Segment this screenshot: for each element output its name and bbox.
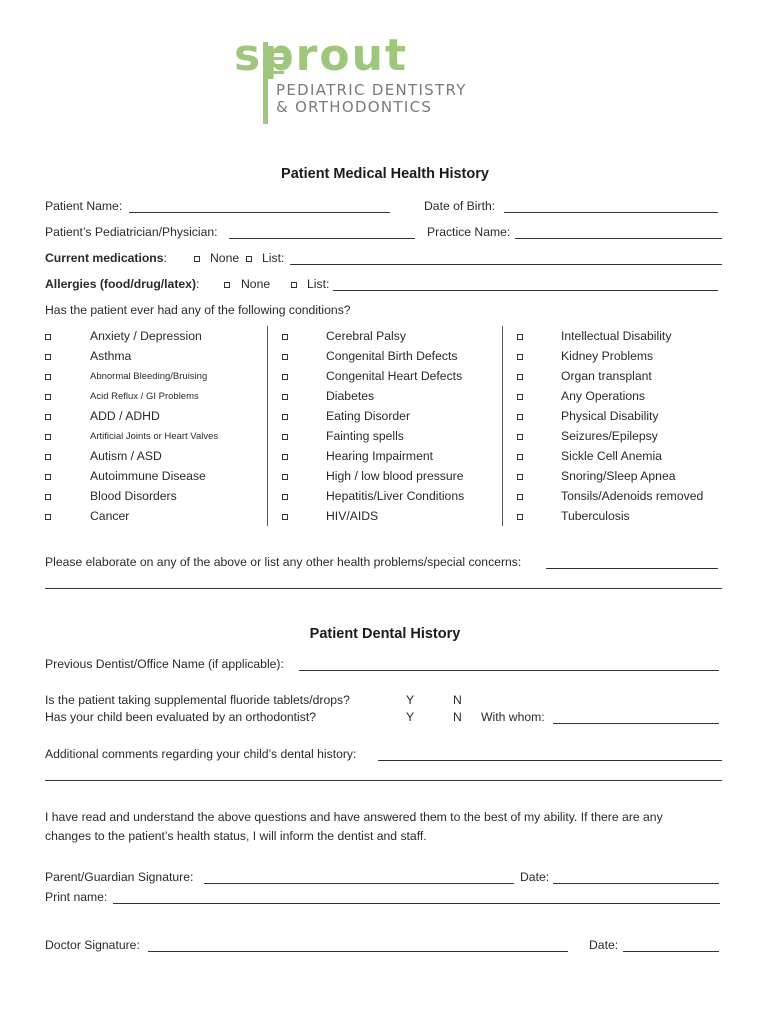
condition-checkbox[interactable]	[282, 354, 288, 360]
condition-label: Diabetes	[326, 389, 375, 403]
condition-label: Autism / ASD	[90, 449, 162, 463]
ortho-no[interactable]: N	[453, 710, 462, 724]
doctor-date-field[interactable]	[623, 951, 719, 952]
condition-checkbox[interactable]	[282, 434, 288, 440]
condition-checkbox[interactable]	[45, 514, 51, 520]
condition-label: Cancer	[90, 509, 130, 523]
medications-list-label: List:	[262, 251, 285, 265]
condition-checkbox[interactable]	[282, 394, 288, 400]
condition-checkbox[interactable]	[45, 354, 51, 360]
condition-checkbox[interactable]	[282, 414, 288, 420]
allergies-label: Allergies (food/drug/latex)	[45, 277, 197, 291]
condition-label: Seizures/Epilepsy	[561, 429, 658, 443]
comments-field-2[interactable]	[45, 780, 722, 781]
condition-label: Sickle Cell Anemia	[561, 449, 662, 463]
condition-checkbox[interactable]	[282, 514, 288, 520]
condition-label: Organ transplant	[561, 369, 652, 383]
condition-checkbox[interactable]	[282, 334, 288, 340]
parent-signature-label: Parent/Guardian Signature:	[45, 870, 194, 884]
condition-label: Any Operations	[561, 389, 646, 403]
comments-label: Additional comments regarding your child’s dental history:	[45, 747, 357, 761]
condition-label: Tonsils/Adenoids removed	[561, 489, 704, 503]
condition-checkbox[interactable]	[517, 334, 523, 340]
with-whom-field[interactable]	[553, 723, 719, 724]
medications-row	[45, 251, 167, 265]
patient-name-label: Patient Name:	[45, 199, 123, 213]
print-name-field[interactable]	[113, 903, 720, 904]
doctor-date-label: Date:	[589, 938, 619, 952]
condition-checkbox[interactable]	[517, 414, 523, 420]
medications-none-checkbox[interactable]	[194, 256, 200, 262]
condition-label: Tuberculosis	[561, 509, 630, 523]
condition-label: Cerebral Palsy	[326, 329, 406, 343]
condition-checkbox[interactable]	[45, 394, 51, 400]
dob-field[interactable]	[504, 212, 718, 213]
condition-checkbox[interactable]	[282, 494, 288, 500]
patient-name-field[interactable]	[129, 212, 390, 213]
practice-label: Practice Name:	[427, 225, 511, 239]
condition-checkbox[interactable]	[517, 494, 523, 500]
condition-label: Hearing Impairment	[326, 449, 434, 463]
condition-label: Eating Disorder	[326, 409, 410, 423]
condition-checkbox[interactable]	[517, 354, 523, 360]
fluoride-no[interactable]: N	[453, 693, 462, 707]
condition-label: ADD / ADHD	[90, 409, 160, 423]
allergies-list-checkbox[interactable]	[291, 282, 297, 288]
condition-label: Fainting spells	[326, 429, 404, 443]
medications-colon: :	[163, 251, 167, 265]
condition-checkbox[interactable]	[517, 374, 523, 380]
practice-field[interactable]	[515, 238, 722, 239]
prev-dentist-field[interactable]	[299, 670, 719, 671]
condition-label: Abnormal Bleeding/Bruising	[90, 371, 208, 382]
allergies-none-label: None	[241, 277, 271, 291]
dental-history-title: Patient Dental History	[309, 626, 461, 642]
condition-checkbox[interactable]	[45, 454, 51, 460]
prev-dentist-label: Previous Dentist/Office Name (if applicable):	[45, 657, 284, 671]
physician-field[interactable]	[229, 238, 415, 239]
elaborate-field-1[interactable]	[546, 568, 718, 569]
parent-date-label: Date:	[520, 870, 550, 884]
condition-label: High / low blood pressure	[326, 469, 464, 483]
dob-label: Date of Birth:	[424, 199, 496, 213]
condition-label: Congenital Heart Defects	[326, 369, 463, 383]
condition-checkbox[interactable]	[517, 434, 523, 440]
logo	[232, 30, 552, 128]
allergies-none-checkbox[interactable]	[224, 282, 230, 288]
condition-label: Artificial Joints or Heart Valves	[90, 431, 219, 442]
condition-label: Kidney Problems	[561, 349, 654, 363]
condition-checkbox[interactable]	[517, 474, 523, 480]
condition-checkbox[interactable]	[517, 394, 523, 400]
medical-history-title: Patient Medical Health History	[281, 166, 489, 182]
condition-label: Acid Reflux / GI Problems	[90, 391, 199, 402]
attestation-line-2: changes to the patient’s health status, I will inform the dentist and staff.	[45, 829, 427, 843]
condition-checkbox[interactable]	[45, 414, 51, 420]
allergies-list-field[interactable]	[333, 290, 718, 291]
condition-checkbox[interactable]	[45, 474, 51, 480]
elaborate-label: Please elaborate on any of the above or list any other health problems/special concerns:	[45, 555, 522, 569]
condition-label: Autoimmune Disease	[90, 469, 206, 483]
fluoride-question: Is the patient taking supplemental fluoride tablets/drops?	[45, 693, 350, 707]
condition-label: Anxiety / Depression	[90, 329, 202, 343]
condition-checkbox[interactable]	[282, 454, 288, 460]
condition-label: Snoring/Sleep Apnea	[561, 469, 676, 483]
allergies-row	[45, 277, 199, 291]
condition-label: Asthma	[90, 349, 132, 363]
condition-label: Intellectual Disability	[561, 329, 672, 343]
logo-brand: sprout	[234, 30, 408, 81]
allergies-colon: :	[196, 277, 200, 291]
parent-date-field[interactable]	[553, 883, 719, 884]
medications-list-field[interactable]	[290, 264, 722, 265]
condition-checkbox[interactable]	[45, 334, 51, 340]
doctor-signature-field[interactable]	[148, 951, 568, 952]
comments-field-1[interactable]	[378, 760, 722, 761]
physician-label: Patient’s Pediatrician/Physician:	[45, 225, 218, 239]
ortho-question: Has your child been evaluated by an orthodontist?	[45, 710, 317, 724]
condition-checkbox[interactable]	[45, 434, 51, 440]
condition-label: HIV/AIDS	[326, 509, 379, 523]
column-divider-2	[502, 326, 503, 526]
with-whom-label: With whom:	[481, 710, 545, 724]
condition-checkbox[interactable]	[282, 374, 288, 380]
logo-line1: PEDIATRIC DENTISTRY	[276, 81, 467, 99]
logo-line2: & ORTHODONTICS	[276, 98, 433, 116]
condition-label: Hepatitis/Liver Conditions	[326, 489, 465, 503]
print-name-label: Print name:	[45, 890, 108, 904]
elaborate-field-2[interactable]	[45, 588, 722, 589]
condition-label: Physical Disability	[561, 409, 659, 423]
condition-checkbox[interactable]	[517, 514, 523, 520]
condition-checkbox[interactable]	[282, 474, 288, 480]
conditions-question: Has the patient ever had any of the following conditions?	[45, 303, 351, 317]
doctor-signature-label: Doctor Signature:	[45, 938, 140, 952]
condition-checkbox[interactable]	[517, 454, 523, 460]
condition-checkbox[interactable]	[45, 374, 51, 380]
column-divider-1	[267, 326, 268, 526]
condition-label: Blood Disorders	[90, 489, 177, 503]
medications-list-checkbox[interactable]	[246, 256, 252, 262]
medications-label: Current medications	[45, 251, 164, 265]
attestation-line-1: I have read and understand the above questions and have answered them to the best of my ability. If there are any	[45, 810, 663, 824]
condition-label: Congenital Birth Defects	[326, 349, 458, 363]
condition-checkbox[interactable]	[45, 494, 51, 500]
allergies-list-label: List:	[307, 277, 330, 291]
fluoride-yes[interactable]: Y	[406, 693, 415, 707]
medications-none-label: None	[210, 251, 240, 265]
parent-signature-field[interactable]	[204, 883, 514, 884]
ortho-yes[interactable]: Y	[406, 710, 415, 724]
